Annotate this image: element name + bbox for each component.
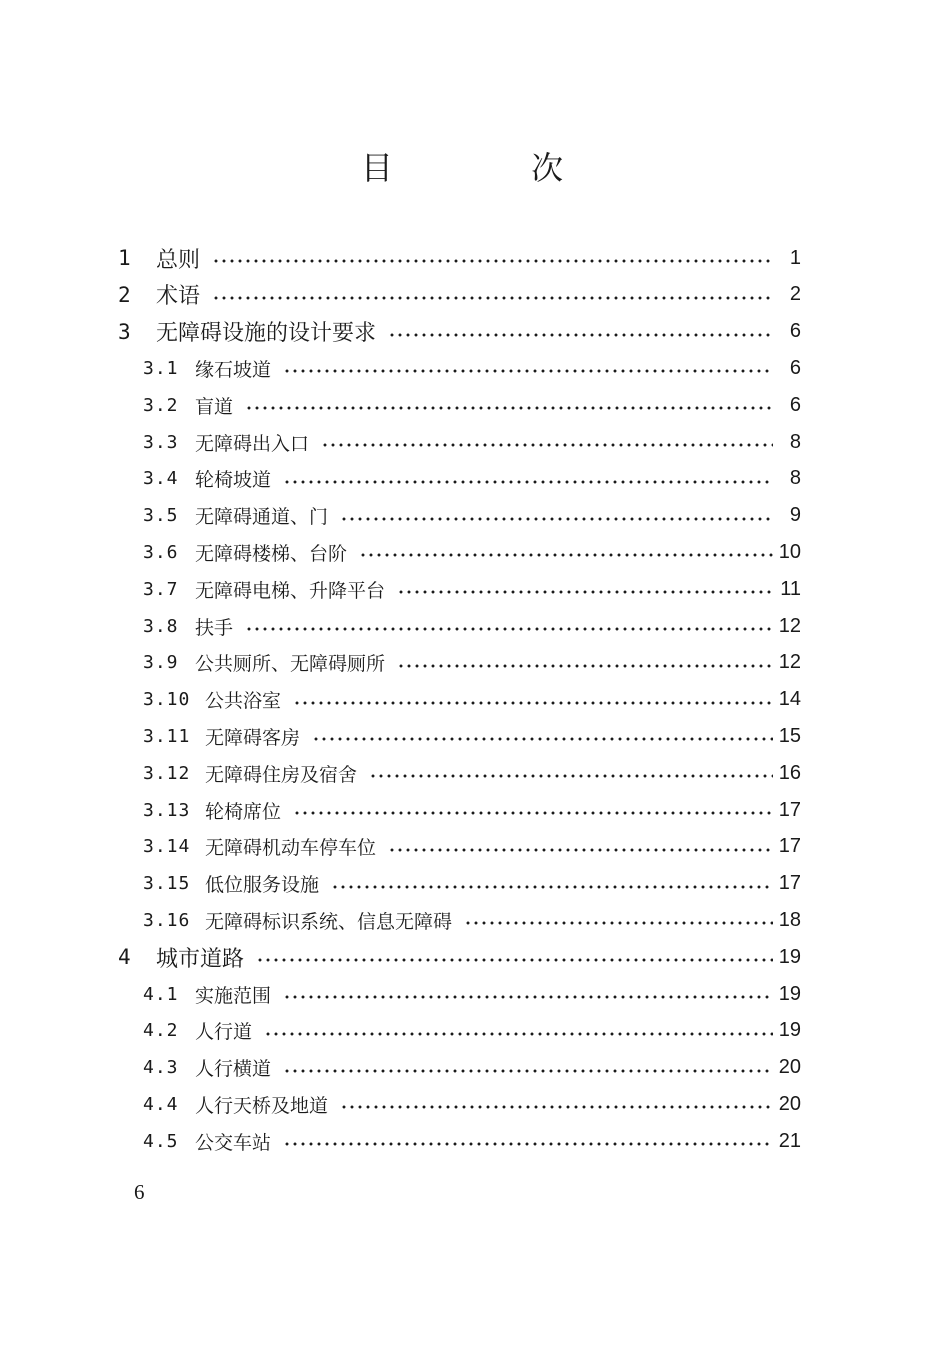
toc-dot-leader <box>264 1032 773 1036</box>
toc-entry-title: 无障碍电梯、升降平台 <box>195 579 386 602</box>
toc-entry-page: 21 <box>778 1129 801 1152</box>
toc-entry-number: 4.3 <box>143 1057 179 1079</box>
toc-entry[interactable] <box>143 498 801 534</box>
toc-entry-number: 3.14 <box>143 836 191 858</box>
toc-entry[interactable] <box>143 1123 801 1159</box>
toc-dot-leader <box>312 737 773 741</box>
toc-entry[interactable] <box>143 387 801 423</box>
toc-entry-page: 2 <box>789 283 801 306</box>
toc-entry-page: 19 <box>778 1019 801 1042</box>
toc-entry[interactable] <box>143 1013 801 1049</box>
toc-entry-page: 12 <box>778 614 801 637</box>
toc-entry-title: 人行天桥及地道 <box>195 1094 329 1117</box>
page-number: 6 <box>134 1180 145 1204</box>
toc-entry-number: 4.4 <box>143 1093 179 1115</box>
toc-entry-number: 3.6 <box>143 541 179 563</box>
toc-entry-number: 4 <box>118 945 131 970</box>
toc-entry-title: 无障碍出入口 <box>195 432 310 455</box>
toc-entry-page: 6 <box>789 320 801 343</box>
toc-entry-title: 无障碍设施的设计要求 <box>156 321 377 347</box>
toc-dot-leader <box>283 369 773 373</box>
toc-dot-leader <box>331 885 773 889</box>
toc-dot-leader <box>283 995 773 999</box>
toc-entry-page: 10 <box>778 540 801 563</box>
toc-dot-leader <box>369 774 773 778</box>
toc-entry[interactable] <box>143 682 801 718</box>
toc-entry-page: 19 <box>778 945 801 968</box>
toc-entry-page: 11 <box>780 577 801 600</box>
toc-entry[interactable] <box>143 1086 801 1122</box>
toc-entry-title: 轮椅席位 <box>205 800 282 823</box>
toc-entry-number: 3.9 <box>143 652 179 674</box>
toc-entry[interactable] <box>143 571 801 607</box>
toc-entry-number: 2 <box>118 282 131 307</box>
toc-entry-title: 无障碍客房 <box>205 726 301 749</box>
toc-entry-page: 16 <box>778 761 801 784</box>
toc-entry-number: 3.12 <box>143 762 191 784</box>
toc-entry-page: 17 <box>778 835 801 858</box>
toc-entry-title: 扶手 <box>195 616 234 639</box>
toc-dot-leader <box>245 627 773 631</box>
toc-dot-leader <box>293 701 773 705</box>
toc-entry-page: 9 <box>789 504 801 527</box>
toc-entry-title: 低位服务设施 <box>205 874 320 897</box>
toc-entry-title: 无障碍住房及宿舍 <box>205 763 358 786</box>
toc-dot-leader <box>388 333 773 337</box>
toc-entry[interactable] <box>143 718 801 754</box>
toc-entry-number: 3.13 <box>143 799 191 821</box>
toc-entry-page: 15 <box>778 724 801 747</box>
toc-entry-title: 无障碍标识系统、信息无障碍 <box>205 910 453 933</box>
toc-dot-leader <box>321 443 773 447</box>
toc-entry-title: 公共厕所、无障碍厕所 <box>195 653 386 676</box>
toc-dot-leader <box>388 848 773 852</box>
toc-entry[interactable] <box>143 755 801 791</box>
toc-entry[interactable] <box>143 866 801 902</box>
toc-entry-title: 无障碍楼梯、台阶 <box>195 542 348 565</box>
toc-entry-title: 城市道路 <box>156 946 245 972</box>
toc-entry-page: 1 <box>789 246 801 269</box>
toc-entry-page: 17 <box>778 872 801 895</box>
toc-entry-number: 3.7 <box>143 578 179 600</box>
toc-entry[interactable] <box>118 939 801 975</box>
toc-entry[interactable] <box>143 645 801 681</box>
toc-entry[interactable] <box>143 976 801 1012</box>
toc-entry-page: 6 <box>789 393 801 416</box>
toc-entry-number: 3.16 <box>143 909 191 931</box>
toc-dot-leader <box>397 664 773 668</box>
toc-entry[interactable] <box>143 461 801 497</box>
toc-entry-page: 14 <box>778 688 801 711</box>
toc-entry[interactable] <box>118 314 801 350</box>
toc-entry-title: 实施范围 <box>195 984 272 1007</box>
toc-entry[interactable] <box>143 829 801 865</box>
toc-entry-title: 公共浴室 <box>205 690 282 713</box>
toc-entry-page: 18 <box>778 908 801 931</box>
toc-dot-leader <box>212 259 773 263</box>
toc-dot-leader <box>212 296 773 300</box>
toc-dot-leader <box>245 406 773 410</box>
toc-entry-number: 3.10 <box>143 689 191 711</box>
toc-entry-title: 轮椅坡道 <box>195 469 272 492</box>
toc-entry-number: 3.2 <box>143 394 179 416</box>
toc-entry-title: 人行横道 <box>195 1058 272 1081</box>
toc-entry[interactable] <box>143 608 801 644</box>
toc-entry-title: 无障碍通道、门 <box>195 506 329 529</box>
toc-entry-page: 17 <box>778 798 801 821</box>
toc-entry[interactable] <box>143 902 801 938</box>
toc-dot-leader <box>464 921 773 925</box>
toc-entry-page: 6 <box>789 356 801 379</box>
toc-entry-title: 总则 <box>156 247 201 273</box>
toc-dot-leader <box>340 517 773 521</box>
toc-entry-number: 3.11 <box>143 725 191 747</box>
toc-dot-leader <box>283 480 773 484</box>
toc-dot-leader <box>359 553 773 557</box>
toc-entry-number: 3.4 <box>143 468 179 490</box>
toc-entry[interactable] <box>143 1050 801 1086</box>
toc-dot-leader <box>283 1142 773 1146</box>
toc-entry-title: 缘石坡道 <box>195 358 272 381</box>
toc-entry-number: 3.15 <box>143 873 191 895</box>
toc-entry-title: 无障碍机动车停车位 <box>205 837 377 860</box>
toc-entry-number: 4.5 <box>143 1130 179 1152</box>
toc-entry-number: 3.8 <box>143 615 179 637</box>
toc-dot-leader <box>397 590 773 594</box>
toc-entry-number: 1 <box>118 246 131 270</box>
toc-entry-number: 4.1 <box>143 983 179 1005</box>
toc-entry-number: 3 <box>118 319 131 344</box>
toc-entry-number: 3.1 <box>143 357 179 379</box>
toc-entry-number: 4.2 <box>143 1020 179 1042</box>
toc-dot-leader <box>256 958 773 962</box>
toc-entry[interactable] <box>143 534 801 570</box>
toc-entry-title: 术语 <box>156 284 201 310</box>
toc-entry-title: 人行道 <box>195 1021 253 1044</box>
toc-entry-page: 19 <box>778 982 801 1005</box>
toc-entry[interactable] <box>118 240 801 276</box>
toc-entry-page: 8 <box>789 467 801 490</box>
toc-dot-leader <box>340 1105 773 1109</box>
toc-entry[interactable] <box>143 792 801 828</box>
toc-entry-number: 3.3 <box>143 431 179 453</box>
toc-entry-title: 盲道 <box>195 395 234 418</box>
toc-entry-number: 3.5 <box>143 505 179 527</box>
toc-dot-leader <box>293 811 773 815</box>
toc-dot-leader <box>283 1069 773 1073</box>
toc-entry-page: 20 <box>778 1092 801 1115</box>
page-title: 目 次 <box>360 149 628 187</box>
toc-entry-page: 20 <box>778 1056 801 1079</box>
toc-entry[interactable] <box>143 350 801 386</box>
toc-entry[interactable] <box>118 277 801 313</box>
toc-entry[interactable] <box>143 424 801 460</box>
toc-entry-page: 12 <box>778 651 801 674</box>
toc-entry-title: 公交车站 <box>195 1131 272 1154</box>
toc-entry-page: 8 <box>789 430 801 453</box>
